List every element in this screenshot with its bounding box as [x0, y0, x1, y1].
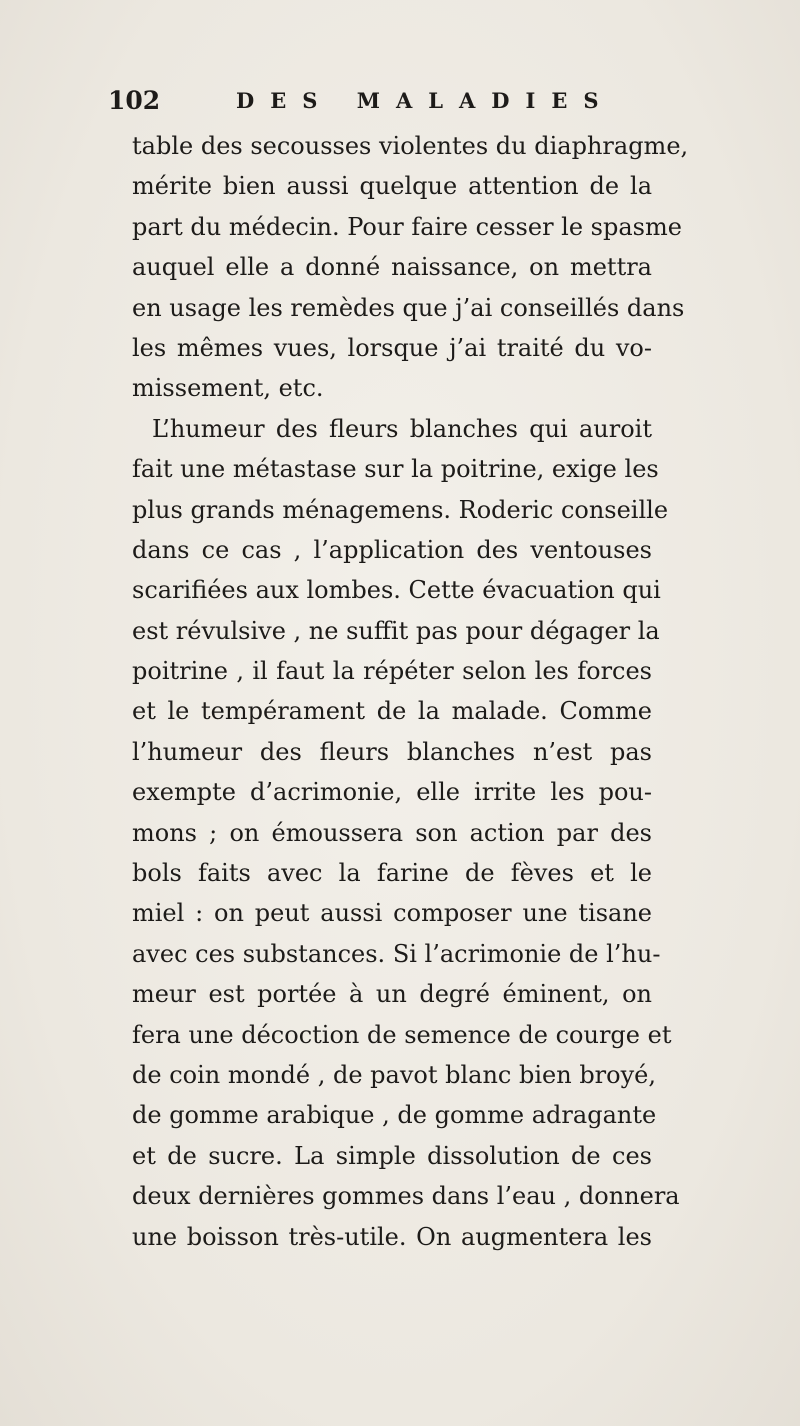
text-line: l’humeur des fleurs blanches n’est pas [132, 737, 652, 766]
text-line: plus grands ménagemens. Roderic conseille [132, 495, 669, 524]
running-title: DES MALADIES [236, 88, 615, 113]
text-line: de gomme arabique , de gomme adragante [132, 1101, 657, 1130]
text-line: mons ; on émoussera son action par des [132, 818, 652, 847]
running-head [108, 84, 648, 118]
text-line: fera une décoction de semence de courge et [132, 1020, 672, 1049]
text-line: de coin mondé , de pavot blanc bien broyé, [132, 1060, 656, 1089]
text-line: miel : on peut aussi composer une tisane [132, 899, 652, 928]
text-line: table des secousses violentes du diaphragme, [132, 132, 689, 160]
text-line: avec ces substances. Si l’acrimonie de l’hu- [132, 939, 661, 968]
text-line: part du médecin. Pour faire cesser le spasme [132, 212, 682, 241]
text-line: deux dernières gommes dans l’eau , donnera [132, 1182, 680, 1211]
text-line: une boisson très-utile. On augmentera les [132, 1222, 652, 1251]
text-line: exempte d’acrimonie, elle irrite les pou- [132, 778, 652, 807]
text-line: dans ce cas , l’application des ventouses [132, 535, 652, 564]
body-text [132, 126, 689, 1257]
paragraph-start: L’humeur des fleurs blanches qui auroit [152, 414, 652, 443]
text-line: meur est portée à un degré éminent, on [132, 980, 652, 1009]
text-line: mérite bien aussi quelque attention de la [132, 172, 652, 201]
text-line: fait une métastase sur la poitrine, exige les [132, 455, 659, 484]
text-line: les mêmes vues, lorsque j’ai traité du vo- [132, 333, 652, 362]
text-line: auquel elle a donné naissance, on mettra [132, 253, 652, 282]
text-line: en usage les remèdes que j’ai conseillés dans [132, 293, 685, 322]
text-line: scarifiées aux lombes. Cette évacuation qui [132, 576, 661, 605]
text-line: bols faits avec la farine de fèves et le [132, 859, 652, 888]
text-line: missement, etc. [132, 374, 324, 403]
page-number: 102 [108, 86, 161, 115]
text-line: et le tempérament de la malade. Comme [132, 697, 652, 726]
text-line: est révulsive , ne suffit pas pour dégager la [132, 616, 660, 645]
text-line: et de sucre. La simple dissolution de ces [132, 1141, 652, 1170]
text-line: poitrine , il faut la répéter selon les forces [132, 657, 652, 686]
